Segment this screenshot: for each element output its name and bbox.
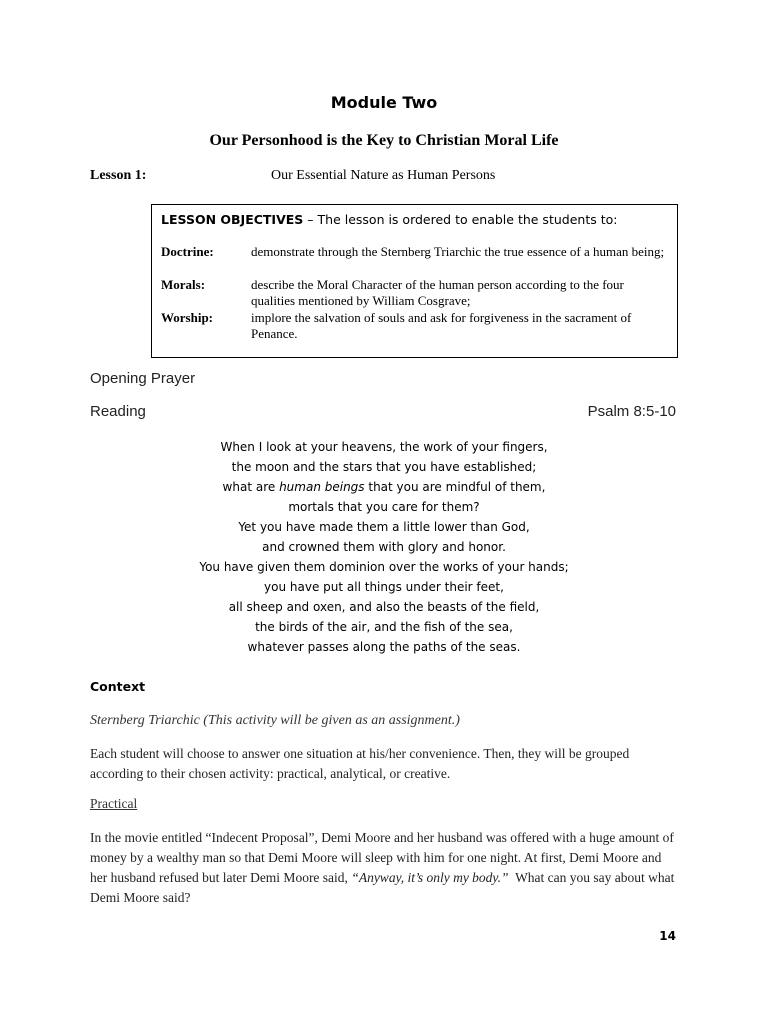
opening-prayer-heading: Opening Prayer (90, 370, 196, 387)
verse-text: that you are mindful of them, (364, 480, 546, 494)
objective-value: describe the Moral Character of the human person according to the four qualities mentioned by William Cosgrave; (251, 277, 624, 308)
verse-line: mortals that you care for them? (288, 500, 480, 514)
objectives-heading-text: – The lesson is ordered to enable the students to: (303, 212, 618, 227)
practical-text: What can you say about what Demi Moore said? (90, 870, 678, 905)
objective-value: implore the salvation of souls and ask for forgiveness in the sacrament of Penance. (251, 310, 632, 341)
practical-paragraph (90, 828, 680, 908)
verse-line: and crowned them with glory and honor. (262, 540, 506, 554)
objective-value: demonstrate through the Sternberg Triarchic the true essence of a human being; (251, 244, 665, 259)
objectives-heading-label: LESSON OBJECTIVES (161, 212, 304, 227)
objective-key: Morals: (161, 277, 206, 292)
verse-line: When I look at your heavens, the work of your fingers, (220, 440, 548, 454)
practical-quote: “Anyway, it’s only my body.” (351, 870, 509, 885)
verse-line: all sheep and oxen, and also the beasts of the field, (228, 600, 540, 614)
page-number: 14 (659, 929, 676, 943)
page-title: Our Personhood is the Key to Christian Moral Life (209, 132, 559, 149)
verse-line: the moon and the stars that you have established; (231, 460, 537, 474)
context-heading: Context (90, 679, 146, 694)
lesson-label: Lesson 1: (90, 168, 147, 183)
psalm-verse (0, 437, 768, 657)
module-title: Module Two (330, 93, 438, 112)
verse-line: you have put all things under their feet, (264, 580, 504, 594)
triarchic-subheading: Sternberg Triarchic (This activity will be given as an assignment.) (90, 713, 460, 728)
psalm-reference: Psalm 8:5-10 (587, 403, 676, 420)
verse-line: Yet you have made them a little lower than God, (238, 520, 530, 534)
objective-key: Doctrine: (161, 244, 214, 259)
context-paragraph: Each student will choose to answer one situation at his/her convenience. Then, they will be grouped according to their chosen activity: practical, analytical, or creative. (90, 746, 630, 781)
verse-emphasis: human beings (279, 480, 365, 494)
verse-line: the birds of the air, and the fish of the sea, (255, 620, 513, 634)
lesson-title: Our Essential Nature as Human Persons (271, 168, 496, 183)
verse-line: You have given them dominion over the works of your hands; (199, 560, 569, 574)
practical-heading: Practical (90, 796, 138, 811)
verse-line: whatever passes along the paths of the seas. (247, 640, 521, 654)
verse-text: what are (222, 480, 280, 494)
objectives-heading (161, 212, 617, 227)
reading-heading: Reading (90, 403, 146, 420)
verse-line (0, 477, 768, 497)
objective-key: Worship: (161, 310, 214, 325)
practical-text: In the movie entitled “Indecent Proposal”, Demi Moore and her husband was offered with a huge amount of money by a wealthy man so that Demi Moore will sleep with him for one night. At first, Demi Moore and her husband refused but later Demi Moore said, (90, 830, 674, 885)
lesson-objectives-box (151, 204, 678, 358)
